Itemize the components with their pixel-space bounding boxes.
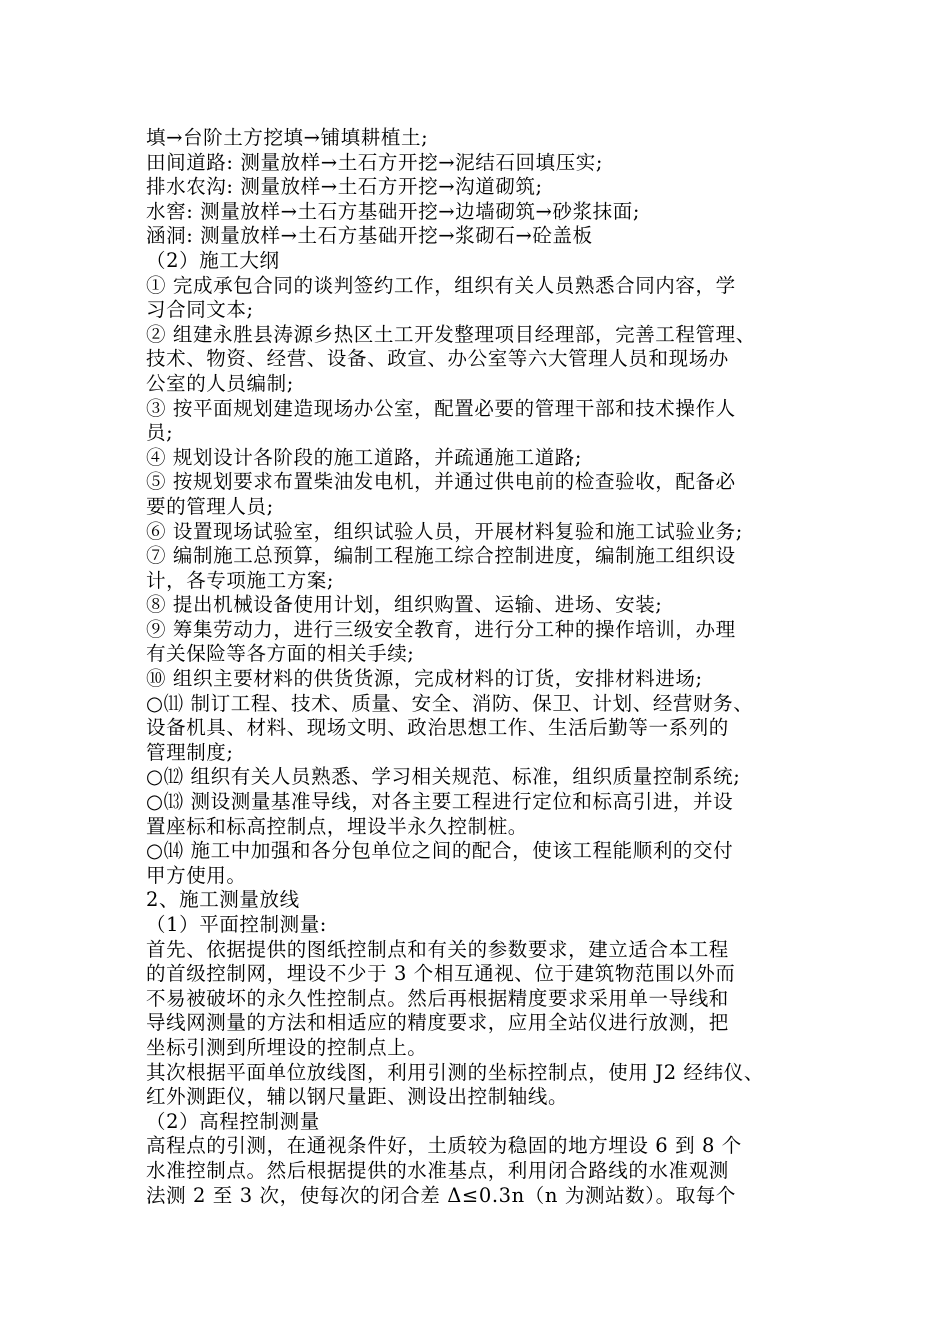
text-line: ⑧ 提出机械设备使用计划，组织购置、运输、进场、安装;	[146, 593, 663, 617]
text-line: 水准控制点。然后根据提供的水准基点，利用闭合路线的水准观测	[146, 1158, 729, 1182]
text-line: ⑥ 设置现场试验室，组织试验人员，开展材料复验和施工试验业务;	[146, 519, 743, 543]
text-line: 法测 2 至 3 次，使每次的闭合差 Δ≤0.3n（n 为测站数）。取每个	[146, 1183, 737, 1207]
text-line: ③ 按平面规划建造现场办公室，配置必要的管理干部和技术操作人	[146, 396, 736, 420]
text-line: ○⒁ 施工中加强和各分包单位之间的配合，使该工程能顺利的交付	[146, 839, 734, 863]
text-line: ○⑿ 组织有关人员熟悉、学习相关规范、标准，组织质量控制系统;	[146, 765, 741, 789]
text-line: ○⑾ 制订工程、技术、质量、安全、消防、保卫、计划、经营财务、	[146, 691, 754, 715]
text-line: ⑦ 编制施工总预算，编制工程施工综合控制进度，编制施工组织设	[146, 544, 736, 568]
text-line: 有关保险等各方面的相关手续;	[146, 642, 415, 666]
text-line: ① 完成承包合同的谈判签约工作，组织有关人员熟悉合同内容，学	[146, 273, 736, 297]
text-line: 首先、依据提供的图纸控制点和有关的参数要求，建立适合本工程	[146, 937, 729, 961]
text-line: ⑨ 筹集劳动力，进行三级安全教育，进行分工种的操作培训，办理	[146, 617, 736, 641]
text-line: ② 组建永胜县涛源乡热区土工开发整理项目经理部，完善工程管理、	[146, 322, 756, 346]
text-line: 技术、物资、经营、设备、政宣、办公室等六大管理人员和现场办	[146, 347, 729, 371]
text-line: 水窖: 测量放样→土石方基础开挖→边墙砌筑→砂浆抹面;	[146, 199, 641, 223]
body-text	[146, 126, 826, 1208]
text-line: ④ 规划设计各阶段的施工道路，并疏通施工道路;	[146, 445, 583, 469]
text-line: 田间道路: 测量放样→土石方开挖→泥结石回填压实;	[146, 150, 604, 174]
text-line: ○⒀ 测设测量基准导线，对各主要工程进行定位和标高引进，并设	[146, 790, 734, 814]
section-heading: （2）施工大纲	[146, 248, 280, 272]
text-line: 员;	[146, 421, 174, 445]
section-heading: （1）平面控制测量:	[146, 913, 327, 936]
text-line: 排水农沟: 测量放样→土石方开挖→沟道砌筑;	[146, 175, 543, 199]
section-heading: （2）高程控制测量	[146, 1109, 320, 1133]
text-line: 坐标引测到所埋设的控制点上。	[146, 1035, 428, 1059]
text-line: 高程点的引测，在通视条件好，土质较为稳固的地方埋设 6 到 8 个	[146, 1134, 742, 1158]
text-line: 其次根据平面单位放线图，利用引测的坐标控制点，使用 J2 经纬仪、	[146, 1060, 764, 1084]
text-line: 涵洞: 测量放样→土石方基础开挖→浆砌石→砼盖板	[146, 224, 593, 248]
text-line: 设备机具、材料、现场文明、政治思想工作、生活后勤等一系列的	[146, 716, 729, 740]
text-line: 甲方使用。	[146, 863, 247, 887]
text-line: 填→台阶土方挖填→铺填耕植土;	[146, 126, 429, 149]
text-line: 红外测距仪，辅以钢尺量距、测设出控制轴线。	[146, 1085, 569, 1109]
text-line: 的首级控制网，埋设不少于 3 个相互通视、位于建筑物范围以外而	[146, 962, 736, 986]
text-line: 置座标和标高控制点，埋设半永久控制桩。	[146, 814, 528, 838]
section-heading: 2、施工测量放线	[146, 888, 300, 912]
text-line: ⑩ 组织主要材料的供货货源，完成材料的订货，安排材料进场;	[146, 667, 703, 691]
text-line: ⑤ 按规划要求布置柴油发电机，并通过供电前的检查验收，配备必	[146, 470, 736, 494]
text-line: 不易被破坏的永久性控制点。然后再根据精度要求采用单一导线和	[146, 986, 729, 1010]
text-line: 习合同文本;	[146, 298, 254, 322]
text-line: 公室的人员编制;	[146, 371, 294, 395]
text-line: 计，各专项施工方案;	[146, 568, 335, 592]
text-line: 导线网测量的方法和相适应的精度要求，应用全站仪进行放测，把	[146, 1011, 729, 1035]
text-line: 要的管理人员;	[146, 494, 274, 518]
text-line: 管理制度;	[146, 740, 234, 764]
